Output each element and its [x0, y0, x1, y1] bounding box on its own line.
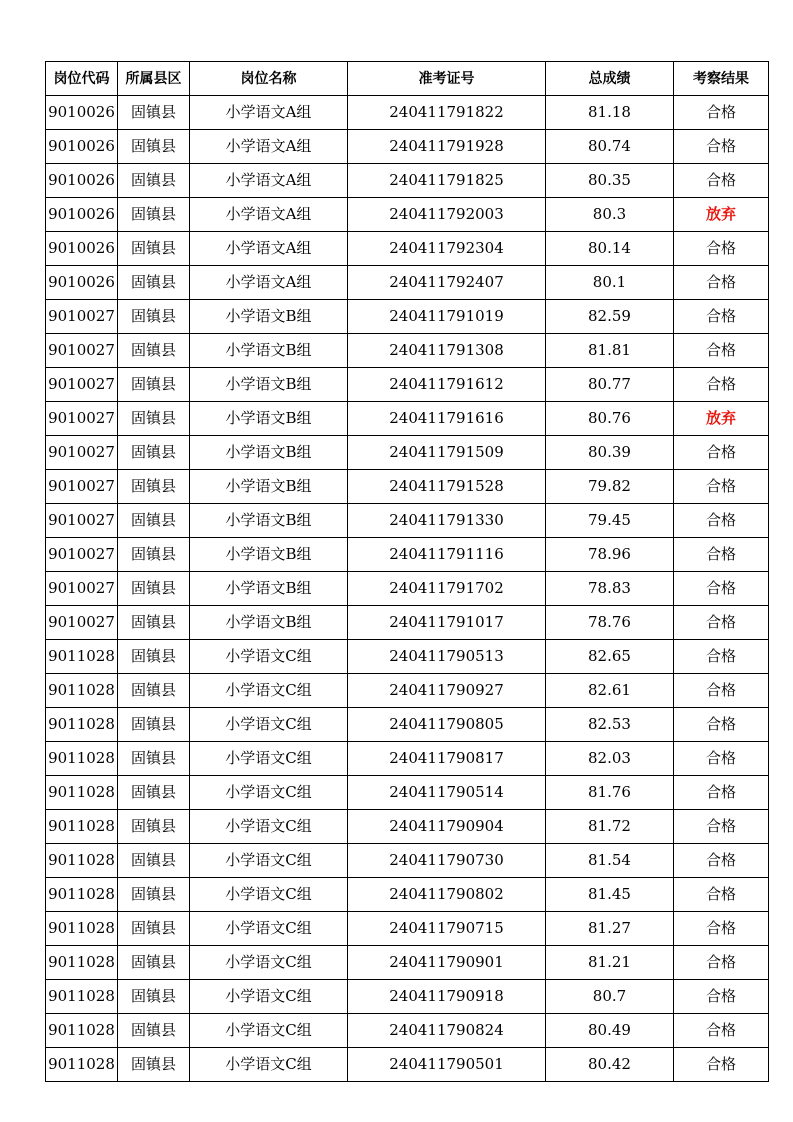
- header-county: 所属县区: [118, 62, 190, 96]
- position-code-cell: 9011028: [46, 640, 118, 674]
- result-cell: 合格: [674, 776, 769, 810]
- total-score-cell: 80.49: [546, 1014, 674, 1048]
- county-cell: 固镇县: [118, 402, 190, 436]
- position-name-cell: 小学语文C组: [190, 708, 348, 742]
- position-name-cell: 小学语文C组: [190, 674, 348, 708]
- result-cell: 合格: [674, 130, 769, 164]
- total-score-cell: 81.21: [546, 946, 674, 980]
- total-score-cell: 81.18: [546, 96, 674, 130]
- county-cell: 固镇县: [118, 232, 190, 266]
- result-cell: 合格: [674, 640, 769, 674]
- result-cell: 合格: [674, 572, 769, 606]
- total-score-cell: 80.77: [546, 368, 674, 402]
- table-row: [46, 912, 769, 946]
- table-row: [46, 436, 769, 470]
- position-code-cell: 9011028: [46, 980, 118, 1014]
- county-cell: 固镇县: [118, 640, 190, 674]
- table-row: [46, 300, 769, 334]
- result-cell: 合格: [674, 266, 769, 300]
- result-cell: 合格: [674, 232, 769, 266]
- county-cell: 固镇县: [118, 334, 190, 368]
- result-cell: 放弃: [674, 198, 769, 232]
- total-score-cell: 79.45: [546, 504, 674, 538]
- position-name-cell: 小学语文C组: [190, 946, 348, 980]
- admission-number-cell: 240411792407: [348, 266, 546, 300]
- admission-number-cell: 240411790514: [348, 776, 546, 810]
- table-row: [46, 266, 769, 300]
- admission-number-cell: 240411790513: [348, 640, 546, 674]
- admission-number-cell: 240411791822: [348, 96, 546, 130]
- total-score-cell: 82.65: [546, 640, 674, 674]
- county-cell: 固镇县: [118, 470, 190, 504]
- position-name-cell: 小学语文B组: [190, 572, 348, 606]
- position-name-cell: 小学语文B组: [190, 334, 348, 368]
- total-score-cell: 82.59: [546, 300, 674, 334]
- table-row: [46, 640, 769, 674]
- county-cell: 固镇县: [118, 606, 190, 640]
- county-cell: 固镇县: [118, 96, 190, 130]
- table-row: [46, 96, 769, 130]
- table-row: [46, 878, 769, 912]
- result-cell: 合格: [674, 1014, 769, 1048]
- admission-number-cell: 240411790501: [348, 1048, 546, 1082]
- total-score-cell: 81.54: [546, 844, 674, 878]
- county-cell: 固镇县: [118, 946, 190, 980]
- total-score-cell: 81.72: [546, 810, 674, 844]
- result-cell: 合格: [674, 164, 769, 198]
- position-code-cell: 9011028: [46, 708, 118, 742]
- position-code-cell: 9011028: [46, 844, 118, 878]
- table-row: [46, 708, 769, 742]
- county-cell: 固镇县: [118, 776, 190, 810]
- total-score-cell: 80.42: [546, 1048, 674, 1082]
- county-cell: 固镇县: [118, 810, 190, 844]
- result-cell: 合格: [674, 708, 769, 742]
- position-code-cell: 9010026: [46, 96, 118, 130]
- total-score-cell: 80.39: [546, 436, 674, 470]
- result-cell: 合格: [674, 606, 769, 640]
- table-row: [46, 130, 769, 164]
- admission-number-cell: 240411791017: [348, 606, 546, 640]
- result-cell: 合格: [674, 470, 769, 504]
- total-score-cell: 80.3: [546, 198, 674, 232]
- position-name-cell: 小学语文B组: [190, 538, 348, 572]
- total-score-cell: 79.82: [546, 470, 674, 504]
- county-cell: 固镇县: [118, 572, 190, 606]
- table-row: [46, 1014, 769, 1048]
- position-name-cell: 小学语文C组: [190, 810, 348, 844]
- result-cell: 合格: [674, 810, 769, 844]
- county-cell: 固镇县: [118, 1014, 190, 1048]
- admission-number-cell: 240411790817: [348, 742, 546, 776]
- result-cell: 合格: [674, 742, 769, 776]
- table-row: [46, 946, 769, 980]
- county-cell: 固镇县: [118, 1048, 190, 1082]
- position-name-cell: 小学语文C组: [190, 912, 348, 946]
- county-cell: 固镇县: [118, 164, 190, 198]
- result-cell: 合格: [674, 368, 769, 402]
- admission-number-cell: 240411791330: [348, 504, 546, 538]
- position-code-cell: 9010027: [46, 402, 118, 436]
- admission-number-cell: 240411791612: [348, 368, 546, 402]
- county-cell: 固镇县: [118, 674, 190, 708]
- position-name-cell: 小学语文A组: [190, 198, 348, 232]
- header-position-code: 岗位代码: [46, 62, 118, 96]
- admission-number-cell: 240411791509: [348, 436, 546, 470]
- table-row: [46, 504, 769, 538]
- position-code-cell: 9011028: [46, 742, 118, 776]
- table-row: [46, 606, 769, 640]
- admission-number-cell: 240411791616: [348, 402, 546, 436]
- admission-number-cell: 240411790927: [348, 674, 546, 708]
- position-name-cell: 小学语文C组: [190, 742, 348, 776]
- position-code-cell: 9010027: [46, 572, 118, 606]
- position-name-cell: 小学语文B组: [190, 436, 348, 470]
- table-row: [46, 674, 769, 708]
- county-cell: 固镇县: [118, 300, 190, 334]
- total-score-cell: 81.81: [546, 334, 674, 368]
- position-name-cell: 小学语文A组: [190, 266, 348, 300]
- results-table: [45, 61, 769, 1082]
- header-total-score: 总成绩: [546, 62, 674, 96]
- total-score-cell: 78.96: [546, 538, 674, 572]
- county-cell: 固镇县: [118, 980, 190, 1014]
- position-name-cell: 小学语文A组: [190, 164, 348, 198]
- admission-number-cell: 240411791116: [348, 538, 546, 572]
- result-cell: 合格: [674, 844, 769, 878]
- total-score-cell: 81.27: [546, 912, 674, 946]
- header-row: [46, 62, 769, 96]
- result-cell: 合格: [674, 878, 769, 912]
- position-code-cell: 9010027: [46, 504, 118, 538]
- table-row: [46, 742, 769, 776]
- position-name-cell: 小学语文B组: [190, 504, 348, 538]
- position-name-cell: 小学语文C组: [190, 1014, 348, 1048]
- admission-number-cell: 240411790901: [348, 946, 546, 980]
- total-score-cell: 81.76: [546, 776, 674, 810]
- position-name-cell: 小学语文C组: [190, 640, 348, 674]
- position-code-cell: 9011028: [46, 776, 118, 810]
- total-score-cell: 81.45: [546, 878, 674, 912]
- table-row: [46, 572, 769, 606]
- admission-number-cell: 240411790918: [348, 980, 546, 1014]
- position-code-cell: 9010027: [46, 300, 118, 334]
- result-cell: 合格: [674, 980, 769, 1014]
- table-body: [46, 96, 769, 1082]
- header-admission-number: 准考证号: [348, 62, 546, 96]
- result-cell: 合格: [674, 674, 769, 708]
- table-row: [46, 776, 769, 810]
- position-name-cell: 小学语文C组: [190, 980, 348, 1014]
- admission-number-cell: 240411791928: [348, 130, 546, 164]
- table-row: [46, 538, 769, 572]
- result-cell: 合格: [674, 946, 769, 980]
- county-cell: 固镇县: [118, 436, 190, 470]
- position-name-cell: 小学语文C组: [190, 1048, 348, 1082]
- header-inspection-result: 考察结果: [674, 62, 769, 96]
- position-name-cell: 小学语文C组: [190, 878, 348, 912]
- county-cell: 固镇县: [118, 538, 190, 572]
- table-row: [46, 980, 769, 1014]
- result-cell: 合格: [674, 96, 769, 130]
- position-code-cell: 9010027: [46, 538, 118, 572]
- position-name-cell: 小学语文B组: [190, 300, 348, 334]
- table-row: [46, 198, 769, 232]
- result-cell: 合格: [674, 436, 769, 470]
- total-score-cell: 80.35: [546, 164, 674, 198]
- position-name-cell: 小学语文B组: [190, 402, 348, 436]
- total-score-cell: 80.76: [546, 402, 674, 436]
- total-score-cell: 80.7: [546, 980, 674, 1014]
- total-score-cell: 80.74: [546, 130, 674, 164]
- total-score-cell: 80.14: [546, 232, 674, 266]
- header-position-name: 岗位名称: [190, 62, 348, 96]
- admission-number-cell: 240411792304: [348, 232, 546, 266]
- admission-number-cell: 240411790824: [348, 1014, 546, 1048]
- position-code-cell: 9010026: [46, 130, 118, 164]
- county-cell: 固镇县: [118, 130, 190, 164]
- admission-number-cell: 240411792003: [348, 198, 546, 232]
- table-row: [46, 844, 769, 878]
- result-cell: 合格: [674, 538, 769, 572]
- position-code-cell: 9010026: [46, 266, 118, 300]
- position-code-cell: 9010027: [46, 368, 118, 402]
- position-name-cell: 小学语文C组: [190, 844, 348, 878]
- admission-number-cell: 240411790715: [348, 912, 546, 946]
- total-score-cell: 78.76: [546, 606, 674, 640]
- county-cell: 固镇县: [118, 266, 190, 300]
- table-row: [46, 334, 769, 368]
- table-row: [46, 810, 769, 844]
- admission-number-cell: 240411790730: [348, 844, 546, 878]
- county-cell: 固镇县: [118, 742, 190, 776]
- result-cell: 放弃: [674, 402, 769, 436]
- total-score-cell: 82.61: [546, 674, 674, 708]
- position-code-cell: 9011028: [46, 1014, 118, 1048]
- admission-number-cell: 240411791308: [348, 334, 546, 368]
- position-code-cell: 9011028: [46, 1048, 118, 1082]
- admission-number-cell: 240411790904: [348, 810, 546, 844]
- table-row: [46, 232, 769, 266]
- position-name-cell: 小学语文C组: [190, 776, 348, 810]
- table-row: [46, 368, 769, 402]
- county-cell: 固镇县: [118, 844, 190, 878]
- result-cell: 合格: [674, 334, 769, 368]
- county-cell: 固镇县: [118, 198, 190, 232]
- admission-number-cell: 240411791019: [348, 300, 546, 334]
- position-name-cell: 小学语文B组: [190, 470, 348, 504]
- county-cell: 固镇县: [118, 368, 190, 402]
- result-cell: 合格: [674, 300, 769, 334]
- position-code-cell: 9010026: [46, 164, 118, 198]
- result-cell: 合格: [674, 1048, 769, 1082]
- position-code-cell: 9011028: [46, 912, 118, 946]
- admission-number-cell: 240411790802: [348, 878, 546, 912]
- position-code-cell: 9010027: [46, 436, 118, 470]
- table-row: [46, 470, 769, 504]
- table-header: [46, 62, 769, 96]
- county-cell: 固镇县: [118, 878, 190, 912]
- position-code-cell: 9011028: [46, 878, 118, 912]
- county-cell: 固镇县: [118, 912, 190, 946]
- position-name-cell: 小学语文B组: [190, 606, 348, 640]
- admission-number-cell: 240411791825: [348, 164, 546, 198]
- position-name-cell: 小学语文B组: [190, 368, 348, 402]
- position-name-cell: 小学语文A组: [190, 130, 348, 164]
- total-score-cell: 78.83: [546, 572, 674, 606]
- total-score-cell: 82.03: [546, 742, 674, 776]
- position-code-cell: 9010027: [46, 606, 118, 640]
- position-code-cell: 9010027: [46, 470, 118, 504]
- admission-number-cell: 240411791702: [348, 572, 546, 606]
- admission-number-cell: 240411790805: [348, 708, 546, 742]
- county-cell: 固镇县: [118, 708, 190, 742]
- total-score-cell: 80.1: [546, 266, 674, 300]
- position-code-cell: 9010026: [46, 198, 118, 232]
- table-row: [46, 164, 769, 198]
- position-code-cell: 9011028: [46, 810, 118, 844]
- county-cell: 固镇县: [118, 504, 190, 538]
- admission-number-cell: 240411791528: [348, 470, 546, 504]
- position-name-cell: 小学语文A组: [190, 96, 348, 130]
- total-score-cell: 82.53: [546, 708, 674, 742]
- position-code-cell: 9010026: [46, 232, 118, 266]
- table-row: [46, 1048, 769, 1082]
- position-code-cell: 9011028: [46, 674, 118, 708]
- result-cell: 合格: [674, 912, 769, 946]
- position-name-cell: 小学语文A组: [190, 232, 348, 266]
- position-code-cell: 9010027: [46, 334, 118, 368]
- result-cell: 合格: [674, 504, 769, 538]
- position-code-cell: 9011028: [46, 946, 118, 980]
- table-row: [46, 402, 769, 436]
